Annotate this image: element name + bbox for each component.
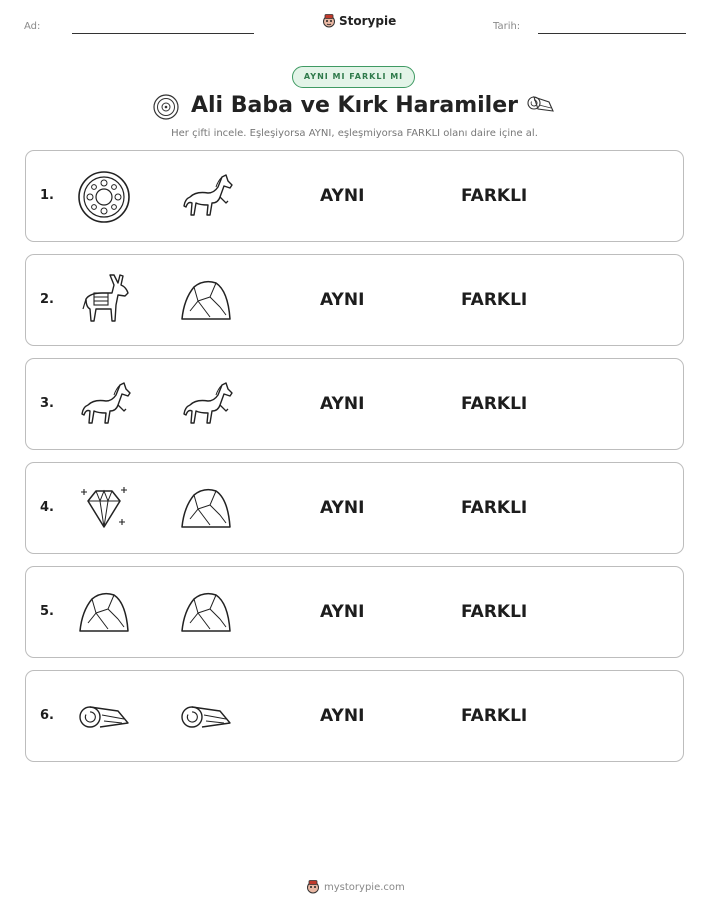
different-option[interactable]: FARKLI [461,394,528,414]
horse-icon [176,375,236,435]
same-option[interactable]: AYNI [320,290,365,310]
different-option[interactable]: FARKLI [461,602,528,622]
question-row-1 [25,150,684,242]
storypie-mascot-icon [306,880,320,894]
different-option[interactable]: FARKLI [461,498,528,518]
carpet-roll-icon [176,687,236,747]
rock-icon [176,271,236,331]
same-option[interactable]: AYNI [320,394,365,414]
carpet-roll-icon [525,93,557,119]
horse-icon [74,375,134,435]
question-row-4 [25,462,684,554]
date-label: Tarih: [493,21,521,32]
row-number: 1. [40,188,54,203]
different-option[interactable]: FARKLI [461,706,528,726]
donkey-icon [74,271,134,331]
instructions: Her çifti incele. Eşleşiyorsa AYNI, eşleşmiyorsa FARKLI olanı daire içine al. [171,128,538,139]
brand-logo [322,14,396,28]
different-option[interactable]: FARKLI [461,186,528,206]
brand-name: Storypie [339,14,397,28]
coin-icon [74,167,134,227]
page-title: Ali Baba ve Kırk Haramiler [190,93,518,118]
rock-icon [176,583,236,643]
carpet-roll-icon [74,687,134,747]
storypie-mascot-icon [322,14,336,28]
question-row-5 [25,566,684,658]
rock-icon [176,479,236,539]
name-label: Ad: [24,21,41,32]
rock-icon [74,583,134,643]
footer [306,880,405,894]
same-option[interactable]: AYNI [320,498,365,518]
row-number: 2. [40,292,54,307]
same-option[interactable]: AYNI [320,602,365,622]
row-number: 3. [40,396,54,411]
diamond-icon [74,479,134,539]
row-number: 5. [40,604,54,619]
question-row-2 [25,254,684,346]
row-number: 4. [40,500,54,515]
horse-icon [176,167,236,227]
different-option[interactable]: FARKLI [461,290,528,310]
activity-badge: AYNI MI FARKLI MI [292,66,415,88]
footer-url[interactable]: mystorypie.com [324,881,405,893]
same-option[interactable]: AYNI [320,706,365,726]
question-row-6 [25,670,684,762]
same-option[interactable]: AYNI [320,186,365,206]
question-row-3 [25,358,684,450]
date-line[interactable] [538,33,686,34]
name-line[interactable] [72,33,254,34]
row-number: 6. [40,708,54,723]
